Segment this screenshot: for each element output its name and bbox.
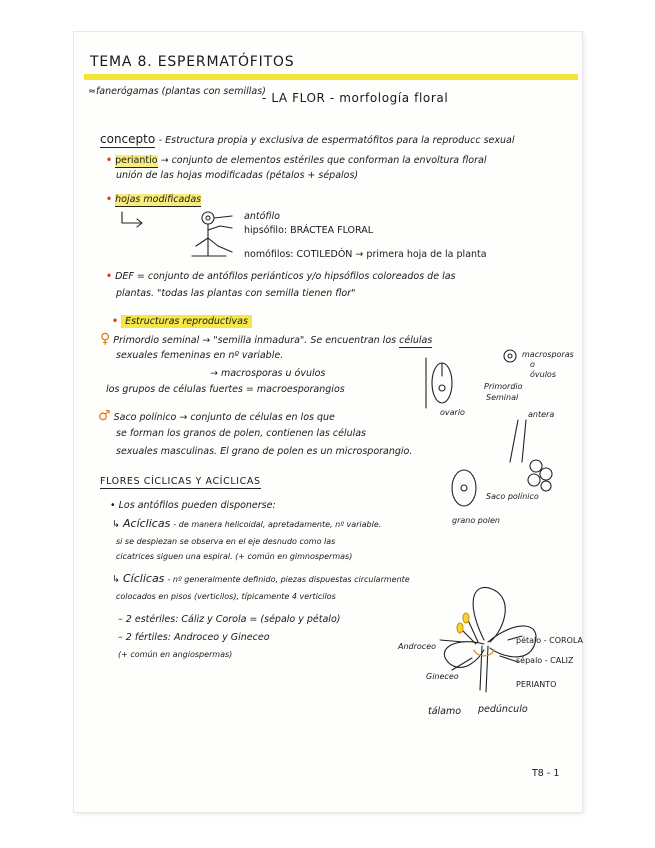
female-symbol: ♀ [100, 331, 111, 347]
estructuras-row [112, 316, 252, 327]
ciclicas-text-2: colocados en pisos (verticilos), típicamente 4 verticilos [116, 592, 336, 601]
pedunculo-label: pedúnculo [478, 704, 528, 715]
gineceo-label: Gineceo [426, 672, 459, 681]
antera-sketch [500, 414, 560, 494]
o-label: o [530, 360, 535, 369]
primordio-seminal-label-2: Seminal [486, 393, 519, 402]
estructuras-label: Estructuras reproductivas [121, 315, 252, 328]
subtitle-fanerogamas: ≈fanerógamas (plantas con semillas) [88, 86, 266, 97]
antera-label: antera [528, 410, 555, 419]
saco-polinico-label: Saco polínico [486, 492, 539, 501]
ciclicas-text-1: - nº generalmente definido, piezas dispuestas circularmente [167, 575, 410, 584]
petalo-label: pétalo - COROLA [516, 636, 583, 645]
arrow-icon: ↳ [112, 519, 120, 530]
flores-intro: • Los antófilos pueden disponerse: [110, 500, 276, 511]
ciclicas-label: Cíclicas [123, 572, 165, 585]
primordio-seminal-sketch [414, 338, 524, 418]
macrosporas-label: macrosporas [522, 350, 574, 359]
concepto-text: - Estructura propia y exclusiva de espermatófitos para la reproducc sexual [158, 135, 515, 146]
page-title: TEMA 8. ESPERMATÓFITOS [90, 54, 295, 70]
dash-bullet: – [118, 632, 123, 643]
concepto-label: concepto [100, 132, 156, 146]
male-symbol: ♂ [98, 408, 111, 424]
periantio-text-2: unión de las hojas modificadas (pétalos + sépalos) [116, 170, 359, 181]
bullet-dot: • [106, 155, 113, 166]
bullet-dot: • [106, 271, 113, 282]
nomofilos-label: nomófilos: COTILEDÓN → primera hoja de la planta [244, 249, 487, 260]
angio-text: (+ común en angiospermas) [118, 650, 233, 659]
antofilo-label: antófilo [244, 211, 280, 222]
periantio-text-1: → conjunto de elementos estériles que conforman la envoltura floral [160, 155, 487, 166]
saco-text-1: Saco polínico → conjunto de células en los que [113, 412, 335, 423]
aciclicas-label: Acíclicas [123, 517, 171, 530]
saco-text-3: sexuales masculinas. El grano de polen es un microsporangio. [116, 446, 413, 457]
primordio-text-1: Primordio seminal → "semilla inmadura". Se encuentran los [113, 335, 397, 346]
subtitle-la-flor: - LA FLOR - morfología floral [262, 91, 449, 105]
androceo-label: Androceo [398, 642, 437, 651]
concepto-row [100, 133, 515, 146]
arrow-icon: ↳ [112, 574, 120, 585]
saco-row-1 [98, 408, 335, 424]
title-highlight-bar [84, 74, 578, 80]
primordio-seminal-label-1: Primordio [484, 382, 523, 391]
hipsofilo-label: hipsófilo: BRÁCTEA FLORAL [244, 225, 374, 236]
primordio-row-1 [100, 331, 433, 347]
fertiles-row [118, 632, 270, 643]
plant-sketch [188, 208, 248, 258]
def-text-2: plantas. "todas las plantas con semilla tienen flor" [116, 288, 356, 299]
ciclicas-row [112, 573, 410, 585]
bullet-dot: • [106, 194, 113, 205]
periantio-label: periantio [115, 155, 158, 166]
aciclicas-text-2: si se despiezan se observa en el eje desnudo como las [116, 537, 336, 546]
esteriles-text: 2 estériles: Cáliz y Corola = (sépalo y pétalo) [125, 614, 341, 625]
grano-polen-sketch [444, 466, 484, 510]
periantio-row [106, 155, 486, 166]
dash-bullet: – [118, 614, 123, 625]
page-number: T8 - 1 [532, 768, 560, 779]
aciclicas-text-3: cicatrices siguen una espiral. (+ común en gimnospermas) [116, 552, 353, 561]
bullet-dot: • [112, 316, 119, 327]
talamo-label: tálamo [428, 706, 462, 717]
perianto-label: PERIANTO [516, 680, 557, 689]
def-text-1: DEF = conjunto de antófilos periánticos y/o hipsófilos coloreados de las [115, 271, 456, 282]
grano-polen-label: grano polen [452, 516, 500, 525]
ovario-label: ovario [440, 408, 465, 417]
aciclicas-row [112, 518, 381, 530]
def-line-1 [106, 271, 456, 282]
primordio-text-3: → macrosporas u óvulos [210, 368, 326, 379]
saco-text-2: se forman los granos de polen, contienen las células [116, 428, 366, 439]
primordio-celulas: células [399, 335, 433, 346]
arrow-down-right-icon [118, 210, 148, 230]
fertiles-text: 2 fértiles: Androceo y Gineceo [125, 632, 270, 643]
hojas-modificadas-label: hojas modificadas [115, 194, 202, 205]
sepalo-label: sépalo - CALIZ [516, 656, 574, 665]
primordio-text-4: los grupos de células fuertes = macroesporangios [106, 384, 345, 395]
flores-heading: FLORES CÍCLICAS Y ACÍCLICAS [100, 476, 261, 487]
primordio-text-2: sexuales femeninas en nº variable. [116, 350, 284, 361]
hojas-row [106, 194, 201, 205]
ovulos-label: óvulos [530, 370, 556, 379]
esteriles-row [118, 614, 340, 625]
aciclicas-text-1: - de manera helicoidal, apretadamente, nº variable. [173, 520, 382, 529]
